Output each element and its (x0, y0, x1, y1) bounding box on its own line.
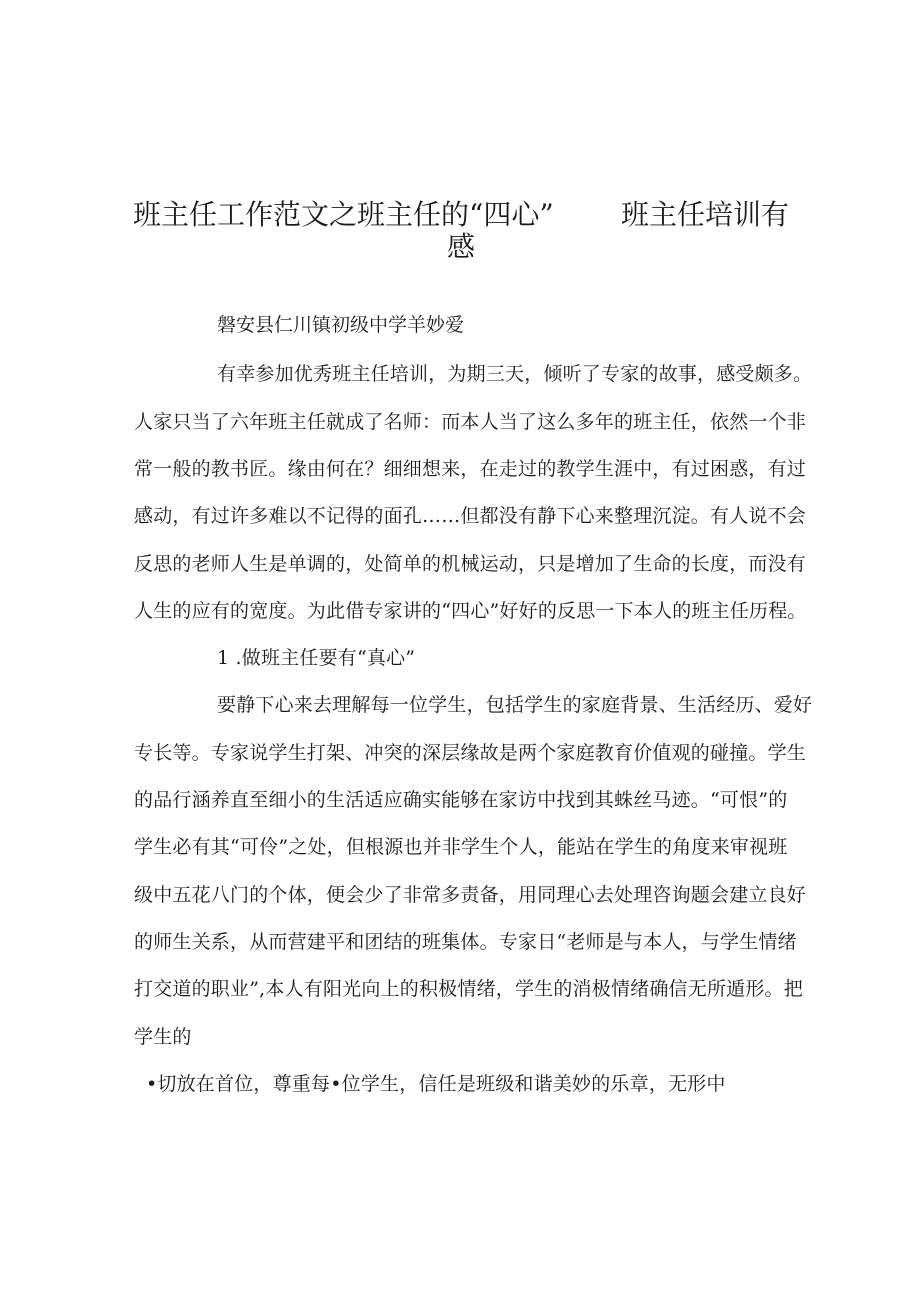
body-line: 常一般的教书匠。缘由何在？细细想来，在走过的教学生涯中，有过困惑，有过 (134, 458, 807, 480)
body-line: •切放在首位，尊重每•位学生，信任是班级和谐美妙的乐章，无形中 (146, 1073, 726, 1095)
body-line: 打交道的职业”,本人有阳光向上的积极情绪，学生的消极情绪确信无所遁形。把 (134, 978, 803, 1000)
body-line: 要静下心来去理解每一位学生，包括学生的家庭背景、生活经历、爱好 (217, 694, 813, 716)
body-line: 有幸参加优秀班主任培训，为期三天，倾听了专家的故事，感受颇多。 (217, 363, 813, 385)
body-line: 专长等。专家说学生打架、冲突的深层缘故是两个家庭教育价值观的碰撞。学生 (134, 742, 807, 764)
body-line: 级中五花八门的个体，便会少了非常多责备，用同理心去处理咨询题会建立良好 (134, 884, 807, 906)
section-heading: 1 .做班主任要有“真心” (217, 647, 416, 669)
title-part-1: 班主任工作范文之班主任的“四心” (133, 198, 554, 231)
body-line: 人生的应有的宽度。为此借专家讲的“四心”好好的反思一下本人的班主任历程。 (134, 600, 807, 622)
body-line: 人家只当了六年班主任就成了名师：而本人当了这么多年的班主任，依然一个非 (134, 411, 807, 433)
body-line: 学生的 (134, 1026, 192, 1048)
body-line: 的师生关系，从而营建平和团结的班集体。专家日“老师是与本人，与学生情绪 (134, 931, 797, 953)
author-line: 磐安县仁川镇初级中学羊妙爱 (217, 314, 465, 336)
body-line: 反思的老师人生是单调的，处简单的机械运动，只是增加了生命的长度，而没有 (134, 553, 807, 575)
title-part-2: 班主任培训有 (621, 198, 790, 231)
body-line: 学生必有其“可伶”之处，但根源也并非学生个人，能站在学生的角度来审视班 (134, 836, 788, 858)
body-line: 的品行涵养直至细小的生活适应确实能够在家访中找到其蛛丝马迹。“可恨”的 (134, 789, 788, 811)
body-line: 感动，有过许多难以不记得的面孔……但都没有静下心来整理沉淀。有人说不会 (134, 505, 807, 527)
title-part-3: 感 (447, 230, 476, 263)
